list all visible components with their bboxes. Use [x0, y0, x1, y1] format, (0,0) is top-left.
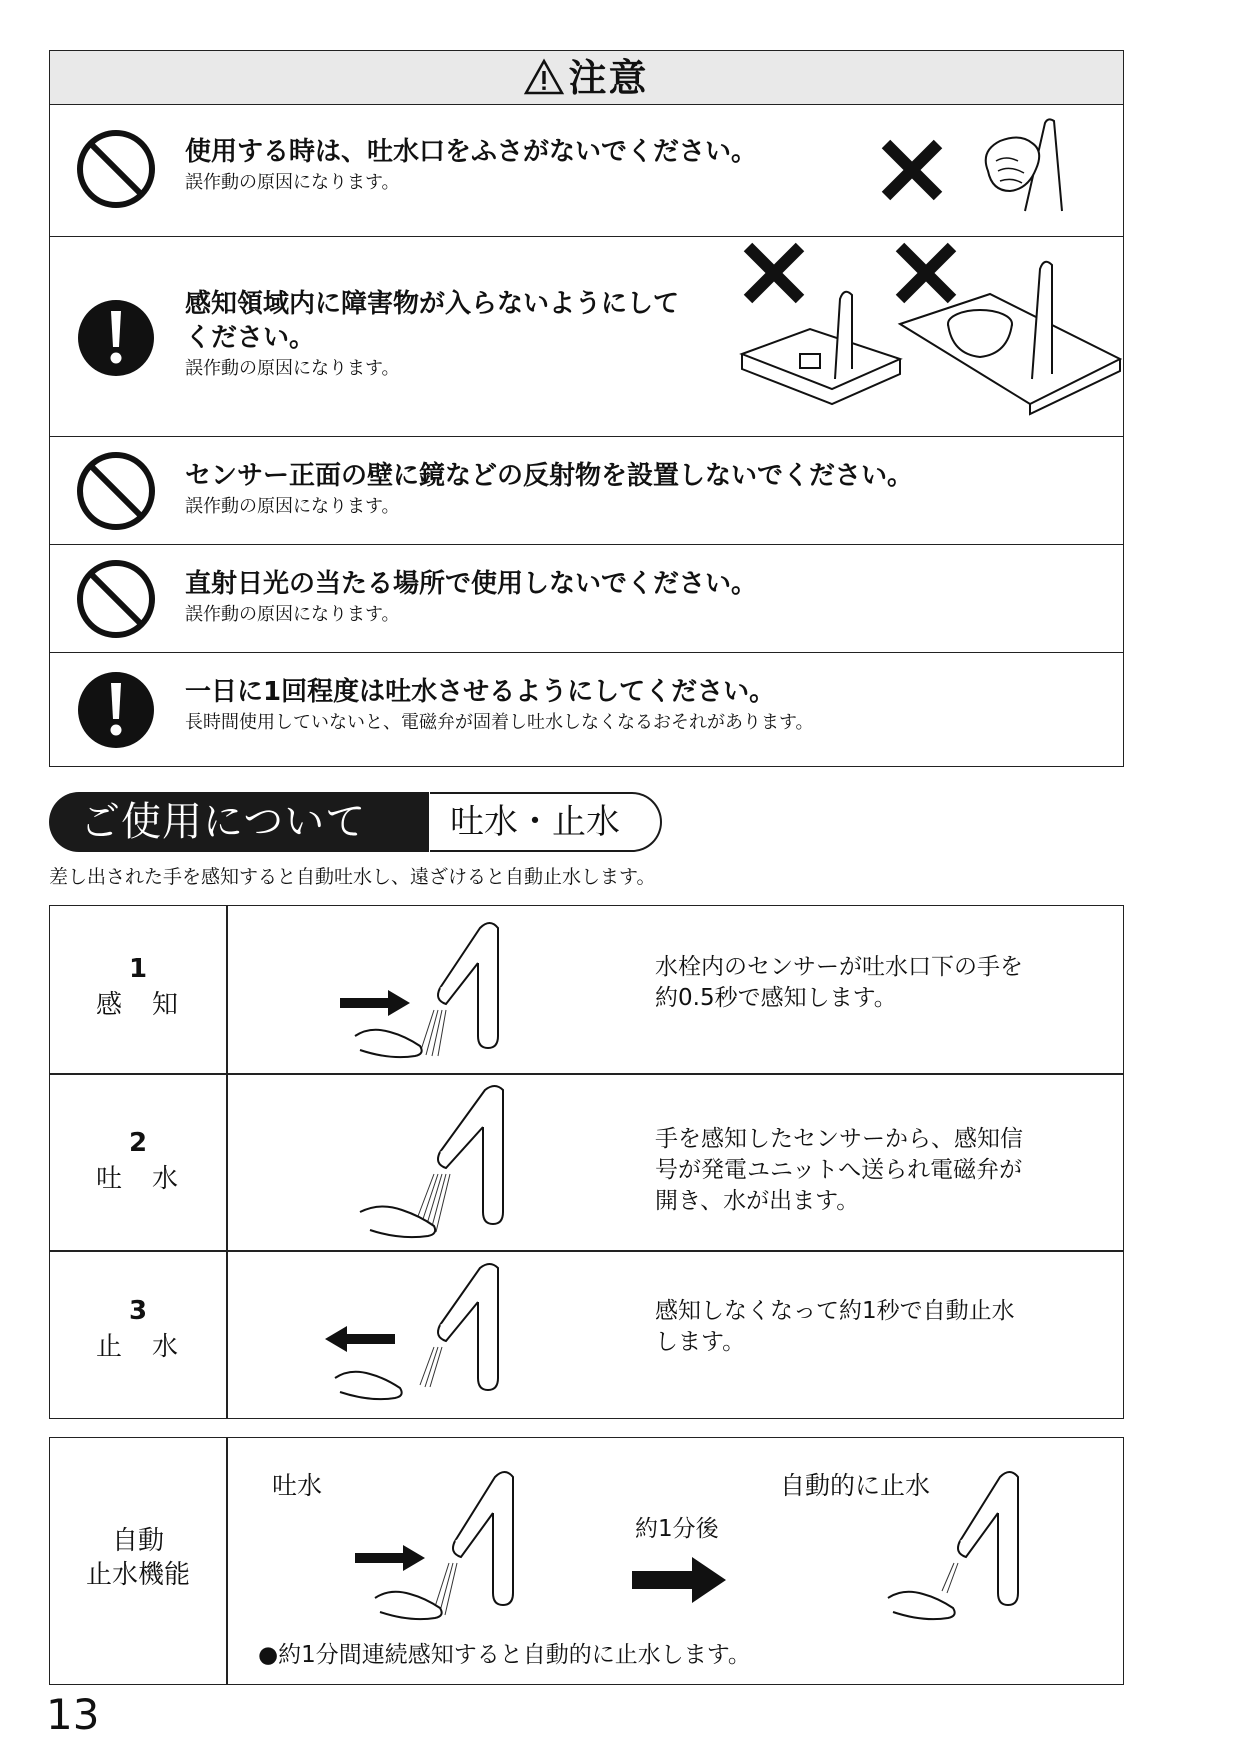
auto-stop-arrow-caption: 約1分後 [635, 1516, 719, 1542]
step-text-line: 開き、水が出ます。 [655, 1188, 860, 1214]
step-label: 吐 水 [95, 1164, 180, 1194]
water-flow-illustration [345, 1463, 575, 1633]
table-divider [50, 1073, 1123, 1075]
caution-row [50, 653, 1123, 766]
step-number: 3 [128, 1296, 148, 1326]
caution-row-note: 長時間使用していないと、電磁弁が固着し吐水しなくなるおそれがあります。 [185, 712, 814, 733]
steps-table [49, 905, 1124, 1419]
section-subtitle: 吐水・止水 [450, 802, 620, 842]
auto-stop-left-caption: 吐水 [272, 1471, 323, 1500]
page-number: 13 [46, 1690, 100, 1739]
step-text-line: 手を感知したセンサーから、感知信 [655, 1126, 1023, 1152]
arrow-right-icon [630, 1555, 730, 1605]
prohibition-icon [75, 450, 157, 532]
step-text [655, 1124, 1075, 1217]
cross-mark-icon [880, 138, 944, 202]
sensing-illustration [330, 918, 550, 1068]
section-title: ご使用について [80, 799, 367, 845]
step-number: 2 [128, 1128, 148, 1158]
step-text [655, 1296, 1075, 1358]
caution-title-text: 注意 [568, 56, 649, 100]
mandatory-icon [75, 297, 157, 379]
caution-row [50, 105, 1123, 237]
caution-title [50, 51, 1123, 105]
auto-stop-table [49, 1437, 1124, 1685]
warning-triangle-icon [524, 58, 564, 96]
step-text-line: します。 [655, 1329, 746, 1355]
stopping-illustration [305, 1260, 545, 1415]
caution-row-note: 誤作動の原因になります。 [185, 496, 400, 517]
caution-box [49, 50, 1124, 767]
step-text [655, 952, 1075, 1014]
auto-stopped-illustration [880, 1463, 1080, 1633]
step-text-line: 号が発電ユニットへ送られ電磁弁が [655, 1157, 1023, 1183]
step-text-line: 約0.5秒で感知します。 [655, 985, 897, 1011]
caution-row-title: 一日に1回程度は吐水させるようにしてください。 [185, 677, 776, 707]
prohibition-icon [75, 558, 157, 640]
table-divider [50, 1250, 1123, 1252]
step-text-line: 感知しなくなって約1秒で自動止水 [655, 1298, 1015, 1324]
step-label: 止 水 [95, 1332, 180, 1362]
caution-row-note: 誤作動の原因になります。 [185, 604, 400, 625]
step-number: 1 [128, 954, 148, 984]
caution-row-title: センサー正面の壁に鏡などの反射物を設置しないでください。 [185, 461, 914, 491]
table-divider [226, 906, 228, 1418]
caution-row [50, 437, 1123, 545]
caution-row [50, 545, 1123, 653]
prohibition-icon [75, 128, 157, 210]
water-flow-illustration [350, 1082, 570, 1252]
auto-stop-note: ●約1分間連続感知すると自動的に止水します。 [258, 1642, 751, 1668]
faucet-covered-illustration [970, 111, 1080, 221]
auto-stop-label-line1: 自動 [111, 1526, 164, 1556]
caution-row-title-line1: 感知領域内に障害物が入らないようにして [185, 289, 680, 319]
caution-row-note: 誤作動の原因になります。 [185, 358, 400, 379]
mandatory-icon [75, 669, 157, 751]
caution-row-title: 直射日光の当たる場所で使用しないでください。 [185, 569, 758, 599]
caution-row-title: 使用する時は、吐水口をふさがないでください。 [185, 137, 758, 167]
auto-stop-right-caption: 自動的に止水 [780, 1471, 931, 1500]
obstacle-illustration [740, 239, 1130, 434]
caution-row-title-line2: ください。 [185, 323, 316, 353]
step-text-line: 水栓内のセンサーが吐水口下の手を [655, 954, 1023, 980]
caution-row [50, 237, 1123, 437]
section-description: 差し出された手を感知すると自動吐水し、遠ざけると自動止水します。 [49, 866, 656, 888]
step-label: 感 知 [95, 990, 180, 1020]
caution-row-note: 誤作動の原因になります。 [185, 172, 400, 193]
table-divider [226, 1438, 228, 1684]
auto-stop-label-line2: 止水機能 [85, 1560, 190, 1590]
